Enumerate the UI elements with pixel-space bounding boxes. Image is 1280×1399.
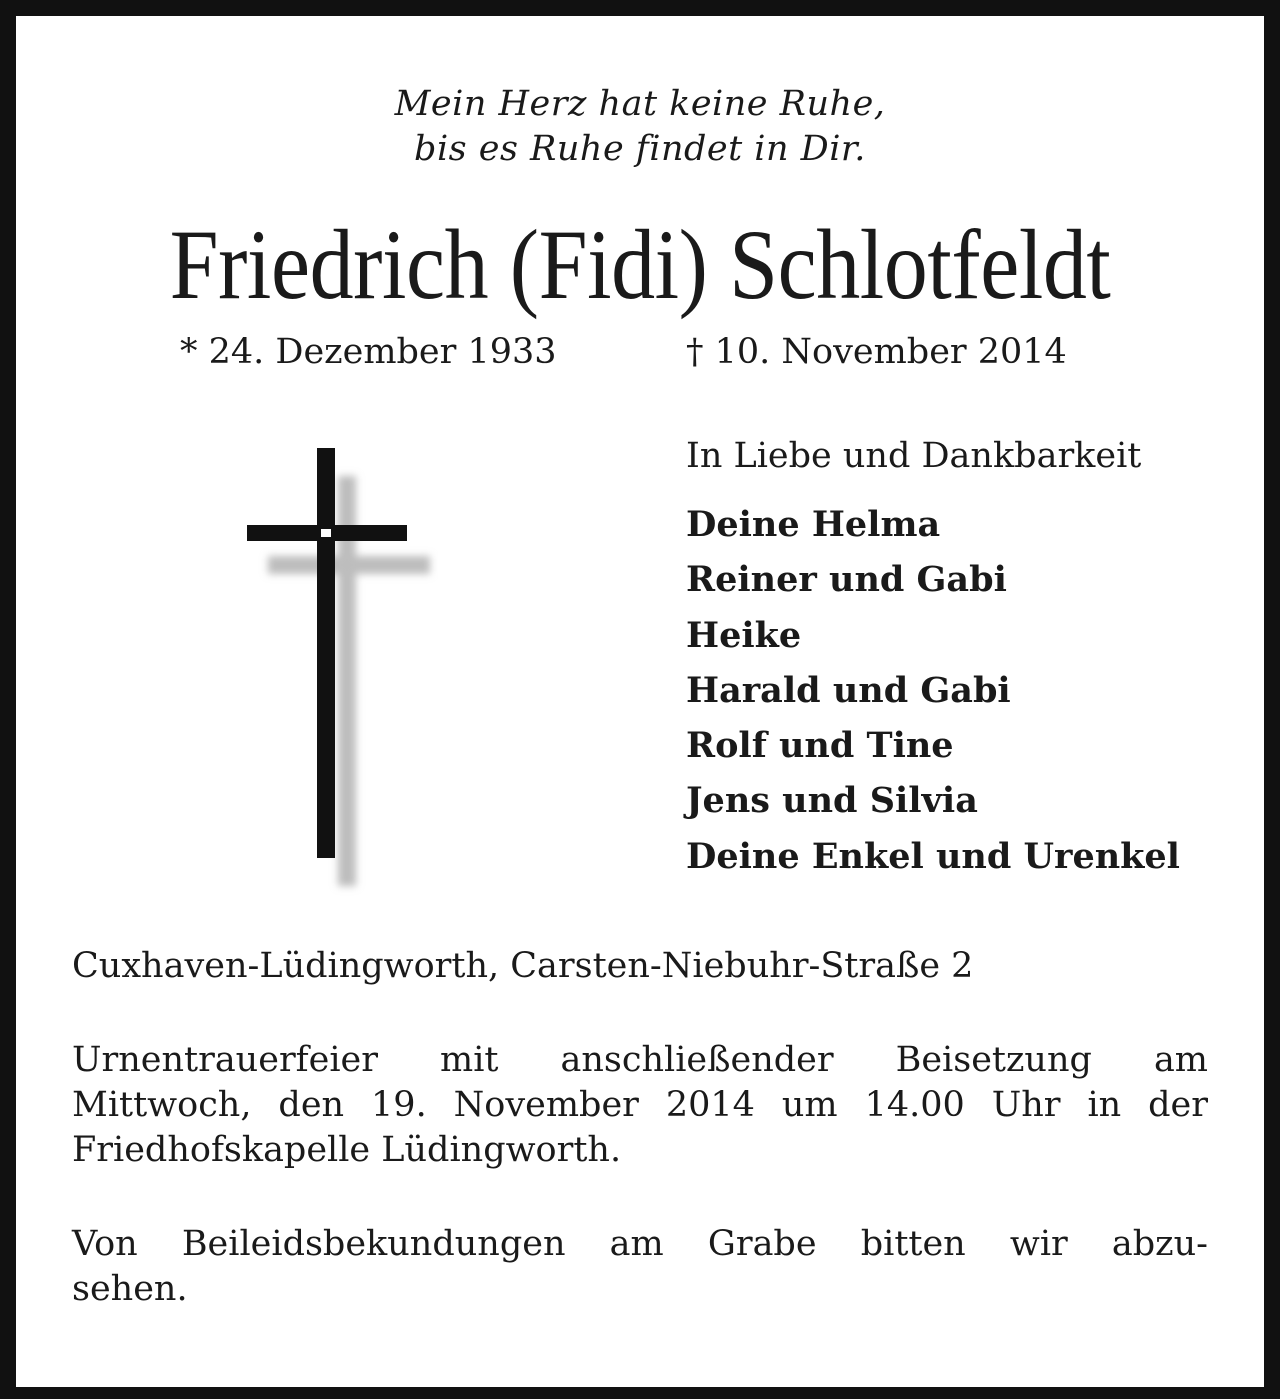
mourner-name: Deine Enkel und Urenkel <box>686 835 1180 877</box>
mourners-intro: In Liebe und Dankbarkeit <box>686 436 1142 476</box>
ceremony-line: Friedhofskapelle Lüdingworth. <box>72 1130 622 1170</box>
birth-date: * 24. Dezember 1933 <box>180 332 557 372</box>
motto <box>0 82 1280 172</box>
mourner-list <box>686 497 1180 884</box>
mourner-name: Deine Helma <box>686 504 941 545</box>
deceased-name: Friedrich (Fidi) Schlotfeldt <box>169 209 1111 320</box>
mourner-name: Heike <box>686 614 802 656</box>
death-date: † 10. November 2014 <box>686 332 1067 372</box>
mourner-name: Harald und Gabi <box>686 669 1011 711</box>
mourner-name: Reiner und Gabi <box>686 559 1007 601</box>
motto-line-2: bis es Ruhe findet in Dir. <box>414 129 866 169</box>
condolence-line: Von Beileidsbekundungen am Grabe bitten wir abzu- <box>72 1224 1208 1264</box>
mourners-block <box>686 433 1180 884</box>
ceremony-line: Urnentrauerfeier mit anschließender Beisetzung am <box>72 1040 1208 1080</box>
mourner-name: Jens und Silvia <box>686 780 978 822</box>
cross-icon <box>238 440 438 900</box>
cross-shape <box>247 448 407 858</box>
condolence-line: sehen. <box>72 1269 188 1309</box>
ceremony-line: Mittwoch, den 19. November 2014 um 14.00 Uhr in der <box>72 1085 1208 1125</box>
cross-graphic <box>238 440 438 900</box>
condolence-notice <box>72 1222 1208 1312</box>
ceremony-notice <box>72 1038 1208 1173</box>
address: Cuxhaven-Lüdingworth, Carsten-Niebuhr-Straße 2 <box>72 946 974 986</box>
motto-line-1: Mein Herz hat keine Ruhe, <box>394 84 886 124</box>
mourner-name: Rolf und Tine <box>686 725 954 767</box>
